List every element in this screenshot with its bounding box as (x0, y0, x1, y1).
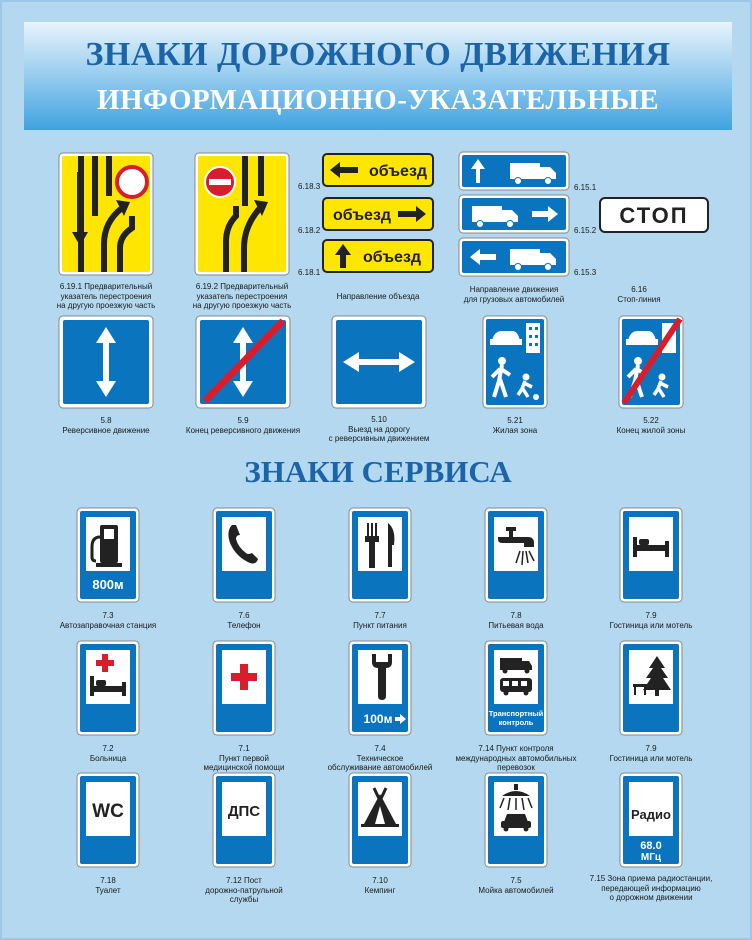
sign-6-18-2 (322, 197, 434, 231)
caption-line: международных автомобильных (455, 753, 577, 763)
caption-line: 7.6 (238, 611, 250, 620)
caption-7-7 (320, 611, 440, 630)
caption-line: 7.8 (510, 611, 522, 620)
caption-5-8 (46, 416, 166, 435)
dps-text: ДПС (227, 803, 261, 820)
caption-line: 7.12 Пост (226, 876, 262, 885)
caption-line: Питьевая вода (488, 620, 544, 630)
caption-line: Мойка автомобилей (478, 885, 554, 895)
sign-7-8 (484, 507, 548, 603)
caption-7-14 (446, 744, 586, 773)
sign-6-16 (599, 197, 709, 233)
caption-line: дорожно-патрульной (205, 885, 283, 895)
caption-line: 7.14 Пункт контроля (478, 744, 554, 753)
caption-7-1 (184, 744, 304, 773)
stop-text: СТОП (619, 203, 689, 228)
caption-line: Направление движения (469, 285, 559, 294)
sign-7-18 (76, 772, 140, 868)
sign-5-8 (58, 315, 154, 409)
sign-7-15 (619, 772, 683, 868)
caption-line: 7.5 (510, 876, 522, 885)
code-6-18-1: 6.18.1 (298, 268, 321, 277)
page-title: ЗНАКИ ДОРОЖНОГО ДВИЖЕНИЯ (85, 36, 671, 73)
caption-5-21 (465, 416, 565, 435)
caption-line: Кемпинг (364, 885, 396, 895)
caption-line: службы (229, 895, 259, 904)
sign-7-12 (212, 772, 276, 868)
fuel-distance: 800м (92, 577, 124, 592)
caption-7-12 (184, 876, 304, 905)
sign-7-2 (76, 640, 140, 736)
caption-line: 6.19.1 Предварительный (59, 282, 153, 291)
sign-7-14 (484, 640, 548, 736)
caption-line: 7.9 (645, 611, 657, 620)
caption-6-19-2 (182, 282, 302, 311)
caption-7-3 (48, 611, 168, 630)
caption-7-2 (48, 744, 168, 763)
caption-line: Жилая зона (492, 425, 538, 435)
detour-label: объезд (332, 207, 392, 224)
caption-line: 7.1 (238, 744, 250, 753)
caption-line: 5.21 (507, 416, 523, 425)
caption-7-6 (184, 611, 304, 630)
caption-line: 5.9 (237, 416, 249, 425)
caption-detour (318, 292, 438, 302)
caption-line: Конец жилой зоны (616, 425, 686, 435)
caption-line: 5.22 (643, 416, 659, 425)
caption-line: 7.9 (645, 744, 657, 753)
caption-line: Реверсивное движение (62, 425, 150, 435)
caption-line: 5.8 (100, 416, 112, 425)
caption-trucks (454, 285, 574, 304)
caption-line: медицинской помощи (203, 763, 285, 772)
caption-6-19-1 (46, 282, 166, 311)
sign-6-15-2 (458, 194, 570, 234)
sign-7-4 (348, 640, 412, 736)
caption-line: Телефон (227, 620, 261, 630)
sign-6-19-2 (194, 152, 290, 276)
caption-line: 6.16 (631, 285, 647, 294)
header-banner (24, 22, 732, 130)
caption-line: Направление объезда (336, 292, 420, 301)
caption-line: 7.7 (374, 611, 386, 620)
caption-7-15 (581, 874, 721, 903)
repair-distance: 100м (363, 712, 393, 726)
control-line1: Транспортный (488, 709, 544, 718)
control-line2: контроль (498, 718, 534, 727)
caption-7-10 (320, 876, 440, 895)
code-6-18-3: 6.18.3 (298, 182, 321, 191)
radio-frequency: 68.0 (640, 840, 662, 852)
sign-5-22 (618, 315, 684, 409)
detour-label: объезд (368, 163, 428, 180)
caption-line: указатель перестроения (60, 291, 152, 301)
radio-text: Радио (631, 807, 671, 822)
sign-7-6 (212, 507, 276, 603)
sign-7-9-b (619, 640, 683, 736)
code-6-18-2: 6.18.2 (298, 226, 321, 235)
caption-line: Гостиница или мотель (609, 620, 693, 630)
code-6-15-1: 6.15.1 (574, 183, 597, 192)
caption-line: передающей информацию (601, 883, 701, 893)
caption-7-4 (315, 744, 445, 773)
caption-line: Автозаправочная станция (59, 620, 157, 630)
detour-label: объезд (362, 249, 422, 266)
caption-line: Туалет (95, 885, 121, 895)
code-6-15-3: 6.15.3 (574, 268, 597, 277)
caption-line: 7.15 Зона приема радиостанции, (589, 874, 713, 883)
sign-6-15-1 (458, 151, 570, 191)
caption-5-9 (178, 416, 308, 435)
sign-6-18-1 (322, 239, 434, 273)
caption-line: перевозок (497, 763, 535, 772)
caption-line: указатель перестроения (196, 291, 288, 301)
caption-line: Техническое (356, 753, 404, 763)
sign-7-3 (76, 507, 140, 603)
wc-text: WC (92, 801, 124, 822)
caption-7-5 (456, 876, 576, 895)
caption-7-18 (48, 876, 168, 895)
caption-line: 5.10 (371, 415, 387, 424)
caption-line: на другую проезжую часть (56, 301, 156, 310)
caption-line: 6.19.2 Предварительный (195, 282, 289, 291)
caption-line: Стоп-линия (617, 294, 661, 304)
sign-5-9 (195, 315, 291, 409)
caption-7-8 (456, 611, 576, 630)
caption-line: для грузовых автомобилей (463, 294, 565, 304)
sign-5-10 (331, 315, 427, 409)
caption-line: Выезд на дорогу (348, 424, 410, 434)
caption-line: 7.18 (100, 876, 116, 885)
caption-6-16 (594, 285, 684, 304)
section-title-service: ЗНАКИ СЕРВИСА (244, 454, 512, 489)
page-subtitle: ИНФОРМАЦИОННО-УКАЗАТЕЛЬНЫЕ (96, 84, 660, 116)
caption-line: Пункт питания (353, 620, 407, 630)
radio-unit: МГц (640, 852, 662, 863)
caption-7-9-b (591, 744, 711, 763)
sign-6-19-1 (58, 152, 154, 276)
sign-5-21 (482, 315, 548, 409)
caption-line: обслуживание автомобилей (327, 763, 433, 772)
caption-line: Гостиница или мотель (609, 753, 693, 763)
sign-7-10 (348, 772, 412, 868)
caption-line: Больница (89, 753, 127, 763)
caption-line: Пункт первой (219, 753, 269, 763)
caption-line: с реверсивным движением (328, 434, 430, 443)
code-6-15-2: 6.15.2 (574, 226, 597, 235)
caption-line: на другую проезжую часть (192, 301, 292, 310)
sign-6-15-3 (458, 237, 570, 277)
sign-7-7 (348, 507, 412, 603)
sign-7-9-a (619, 507, 683, 603)
sign-6-18-3 (322, 153, 434, 187)
sign-7-5 (484, 772, 548, 868)
caption-7-9-a (591, 611, 711, 630)
caption-line: 7.10 (372, 876, 388, 885)
caption-line: Конец реверсивного движения (185, 425, 301, 435)
caption-line: о дорожном движении (609, 893, 693, 902)
caption-line: 7.4 (374, 744, 386, 753)
caption-5-22 (601, 416, 701, 435)
sign-7-1 (212, 640, 276, 736)
caption-5-10 (319, 415, 439, 444)
caption-line: 7.2 (102, 744, 114, 753)
caption-line: 7.3 (102, 611, 114, 620)
